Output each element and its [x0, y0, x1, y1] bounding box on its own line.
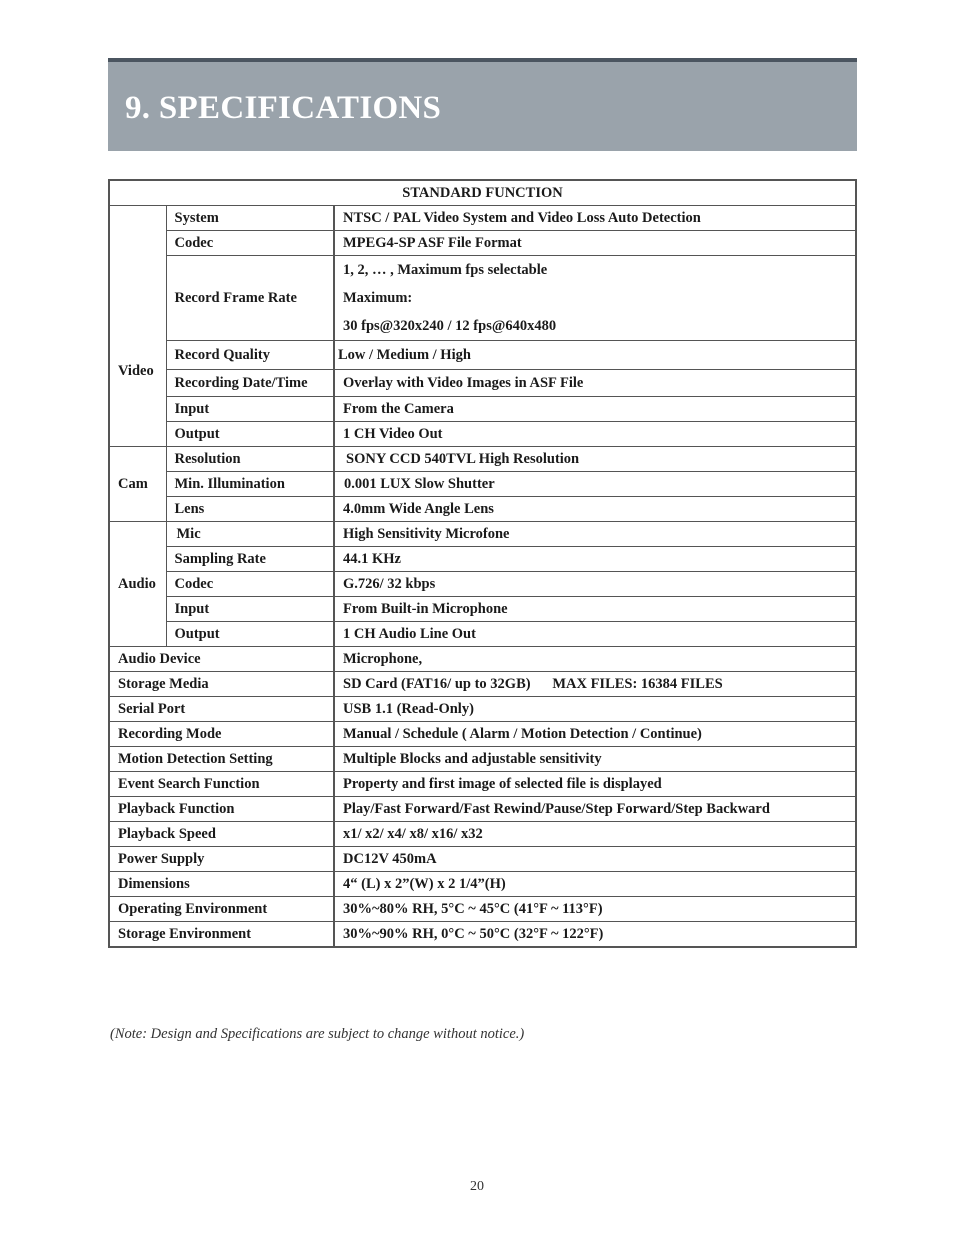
spec-value: 1 CH Audio Line Out	[334, 622, 856, 647]
table-row	[109, 447, 856, 472]
table-header-row	[109, 180, 856, 206]
spec-value-line: 30 fps@320x240 / 12 fps@640x480	[343, 318, 557, 334]
table-row	[109, 341, 856, 370]
table-row	[109, 897, 856, 922]
table-row	[109, 847, 856, 872]
spec-value: SD Card (FAT16/ up to 32GB) MAX FILES: 16384 FILES	[334, 672, 856, 697]
spec-label: Record Frame Rate	[166, 256, 334, 341]
spec-value: Manual / Schedule ( Alarm / Motion Detection / Continue)	[334, 722, 856, 747]
spec-label: Recording Date/Time	[166, 370, 334, 397]
table-row	[109, 422, 856, 447]
spec-value: DC12V 450mA	[334, 847, 856, 872]
spec-value: 30%~80% RH, 5°C ~ 45°C (41°F ~ 113°F)	[334, 897, 856, 922]
spec-value: Property and first image of selected file is displayed	[334, 772, 856, 797]
spec-value: x1/ x2/ x4/ x8/ x16/ x32	[334, 822, 856, 847]
table-row	[109, 370, 856, 397]
table-row	[109, 772, 856, 797]
spec-value: 0.001 LUX Slow Shutter	[334, 472, 856, 497]
table-row	[109, 822, 856, 847]
spec-label: System	[166, 206, 334, 231]
spec-value: 1 CH Video Out	[334, 422, 856, 447]
table-row	[109, 647, 856, 672]
table-row	[109, 206, 856, 231]
spec-label: Output	[166, 622, 334, 647]
spec-label: Input	[166, 397, 334, 422]
table-row	[109, 231, 856, 256]
spec-label: Codec	[166, 572, 334, 597]
spec-label: Operating Environment	[109, 897, 334, 922]
spec-value: Low / Medium / High	[334, 341, 856, 370]
spec-value: G.726/ 32 kbps	[334, 572, 856, 597]
group-label-video: Video	[109, 206, 166, 447]
spec-value: From the Camera	[334, 397, 856, 422]
spec-value: 4.0mm Wide Angle Lens	[334, 497, 856, 522]
spec-label: Playback Speed	[109, 822, 334, 847]
table-row	[109, 472, 856, 497]
spec-value: 30%~90% RH, 0°C ~ 50°C (32°F ~ 122°F)	[334, 922, 856, 948]
table-row	[109, 397, 856, 422]
page-number: 20	[470, 1179, 484, 1194]
spec-value: SONY CCD 540TVL High Resolution	[334, 447, 856, 472]
spec-value: Multiple Blocks and adjustable sensitivity	[334, 747, 856, 772]
table-row	[109, 256, 856, 341]
table-row	[109, 522, 856, 547]
spec-label: Resolution	[166, 447, 334, 472]
spec-value-line: Maximum:	[343, 290, 413, 306]
spec-value: NTSC / PAL Video System and Video Loss Auto Detection	[334, 206, 856, 231]
page-title: 9. SPECIFICATIONS	[125, 90, 442, 126]
table-row	[109, 747, 856, 772]
spec-value: USB 1.1 (Read-Only)	[334, 697, 856, 722]
spec-label: Audio Device	[109, 647, 334, 672]
spec-label: Input	[166, 597, 334, 622]
table-row	[109, 697, 856, 722]
spec-value	[334, 256, 856, 341]
spec-value: Microphone,	[334, 647, 856, 672]
group-label-audio: Audio	[109, 522, 166, 647]
spec-value-line: 1, 2, … , Maximum fps selectable	[343, 262, 548, 278]
table-row	[109, 622, 856, 647]
table-row	[109, 722, 856, 747]
spec-label: Motion Detection Setting	[109, 747, 334, 772]
spec-label: Codec	[166, 231, 334, 256]
standard-function-header: STANDARD FUNCTION	[109, 180, 856, 206]
spec-label: Dimensions	[109, 872, 334, 897]
spec-value: High Sensitivity Microfone	[334, 522, 856, 547]
spec-label: Recording Mode	[109, 722, 334, 747]
table-row	[109, 672, 856, 697]
spec-value: MPEG4-SP ASF File Format	[334, 231, 856, 256]
spec-label: Power Supply	[109, 847, 334, 872]
table-row	[109, 547, 856, 572]
spec-label: Storage Media	[109, 672, 334, 697]
table-row	[109, 922, 856, 948]
disclaimer-note: (Note: Design and Specifications are subject to change without notice.)	[110, 1026, 525, 1042]
table-row	[109, 872, 856, 897]
spec-label: Event Search Function	[109, 772, 334, 797]
table-row	[109, 497, 856, 522]
spec-label: Sampling Rate	[166, 547, 334, 572]
spec-label: Output	[166, 422, 334, 447]
spec-value: 44.1 KHz	[334, 547, 856, 572]
spec-value: 4“ (L) x 2”(W) x 2 1/4”(H)	[334, 872, 856, 897]
group-label-cam: Cam	[109, 447, 166, 522]
section-header	[108, 58, 857, 151]
spec-label: Lens	[166, 497, 334, 522]
spec-label: Playback Function	[109, 797, 334, 822]
spec-label: Min. Illumination	[166, 472, 334, 497]
spec-label: Serial Port	[109, 697, 334, 722]
table-row	[109, 572, 856, 597]
spec-label: Mic	[166, 522, 334, 547]
table-row	[109, 597, 856, 622]
spec-label: Record Quality	[166, 341, 334, 370]
specifications-table	[108, 179, 857, 948]
spec-value: From Built-in Microphone	[334, 597, 856, 622]
spec-label: Storage Environment	[109, 922, 334, 948]
table-row	[109, 797, 856, 822]
spec-value: Overlay with Video Images in ASF File	[334, 370, 856, 397]
spec-value: Play/Fast Forward/Fast Rewind/Pause/Step Forward/Step Backward	[334, 797, 856, 822]
